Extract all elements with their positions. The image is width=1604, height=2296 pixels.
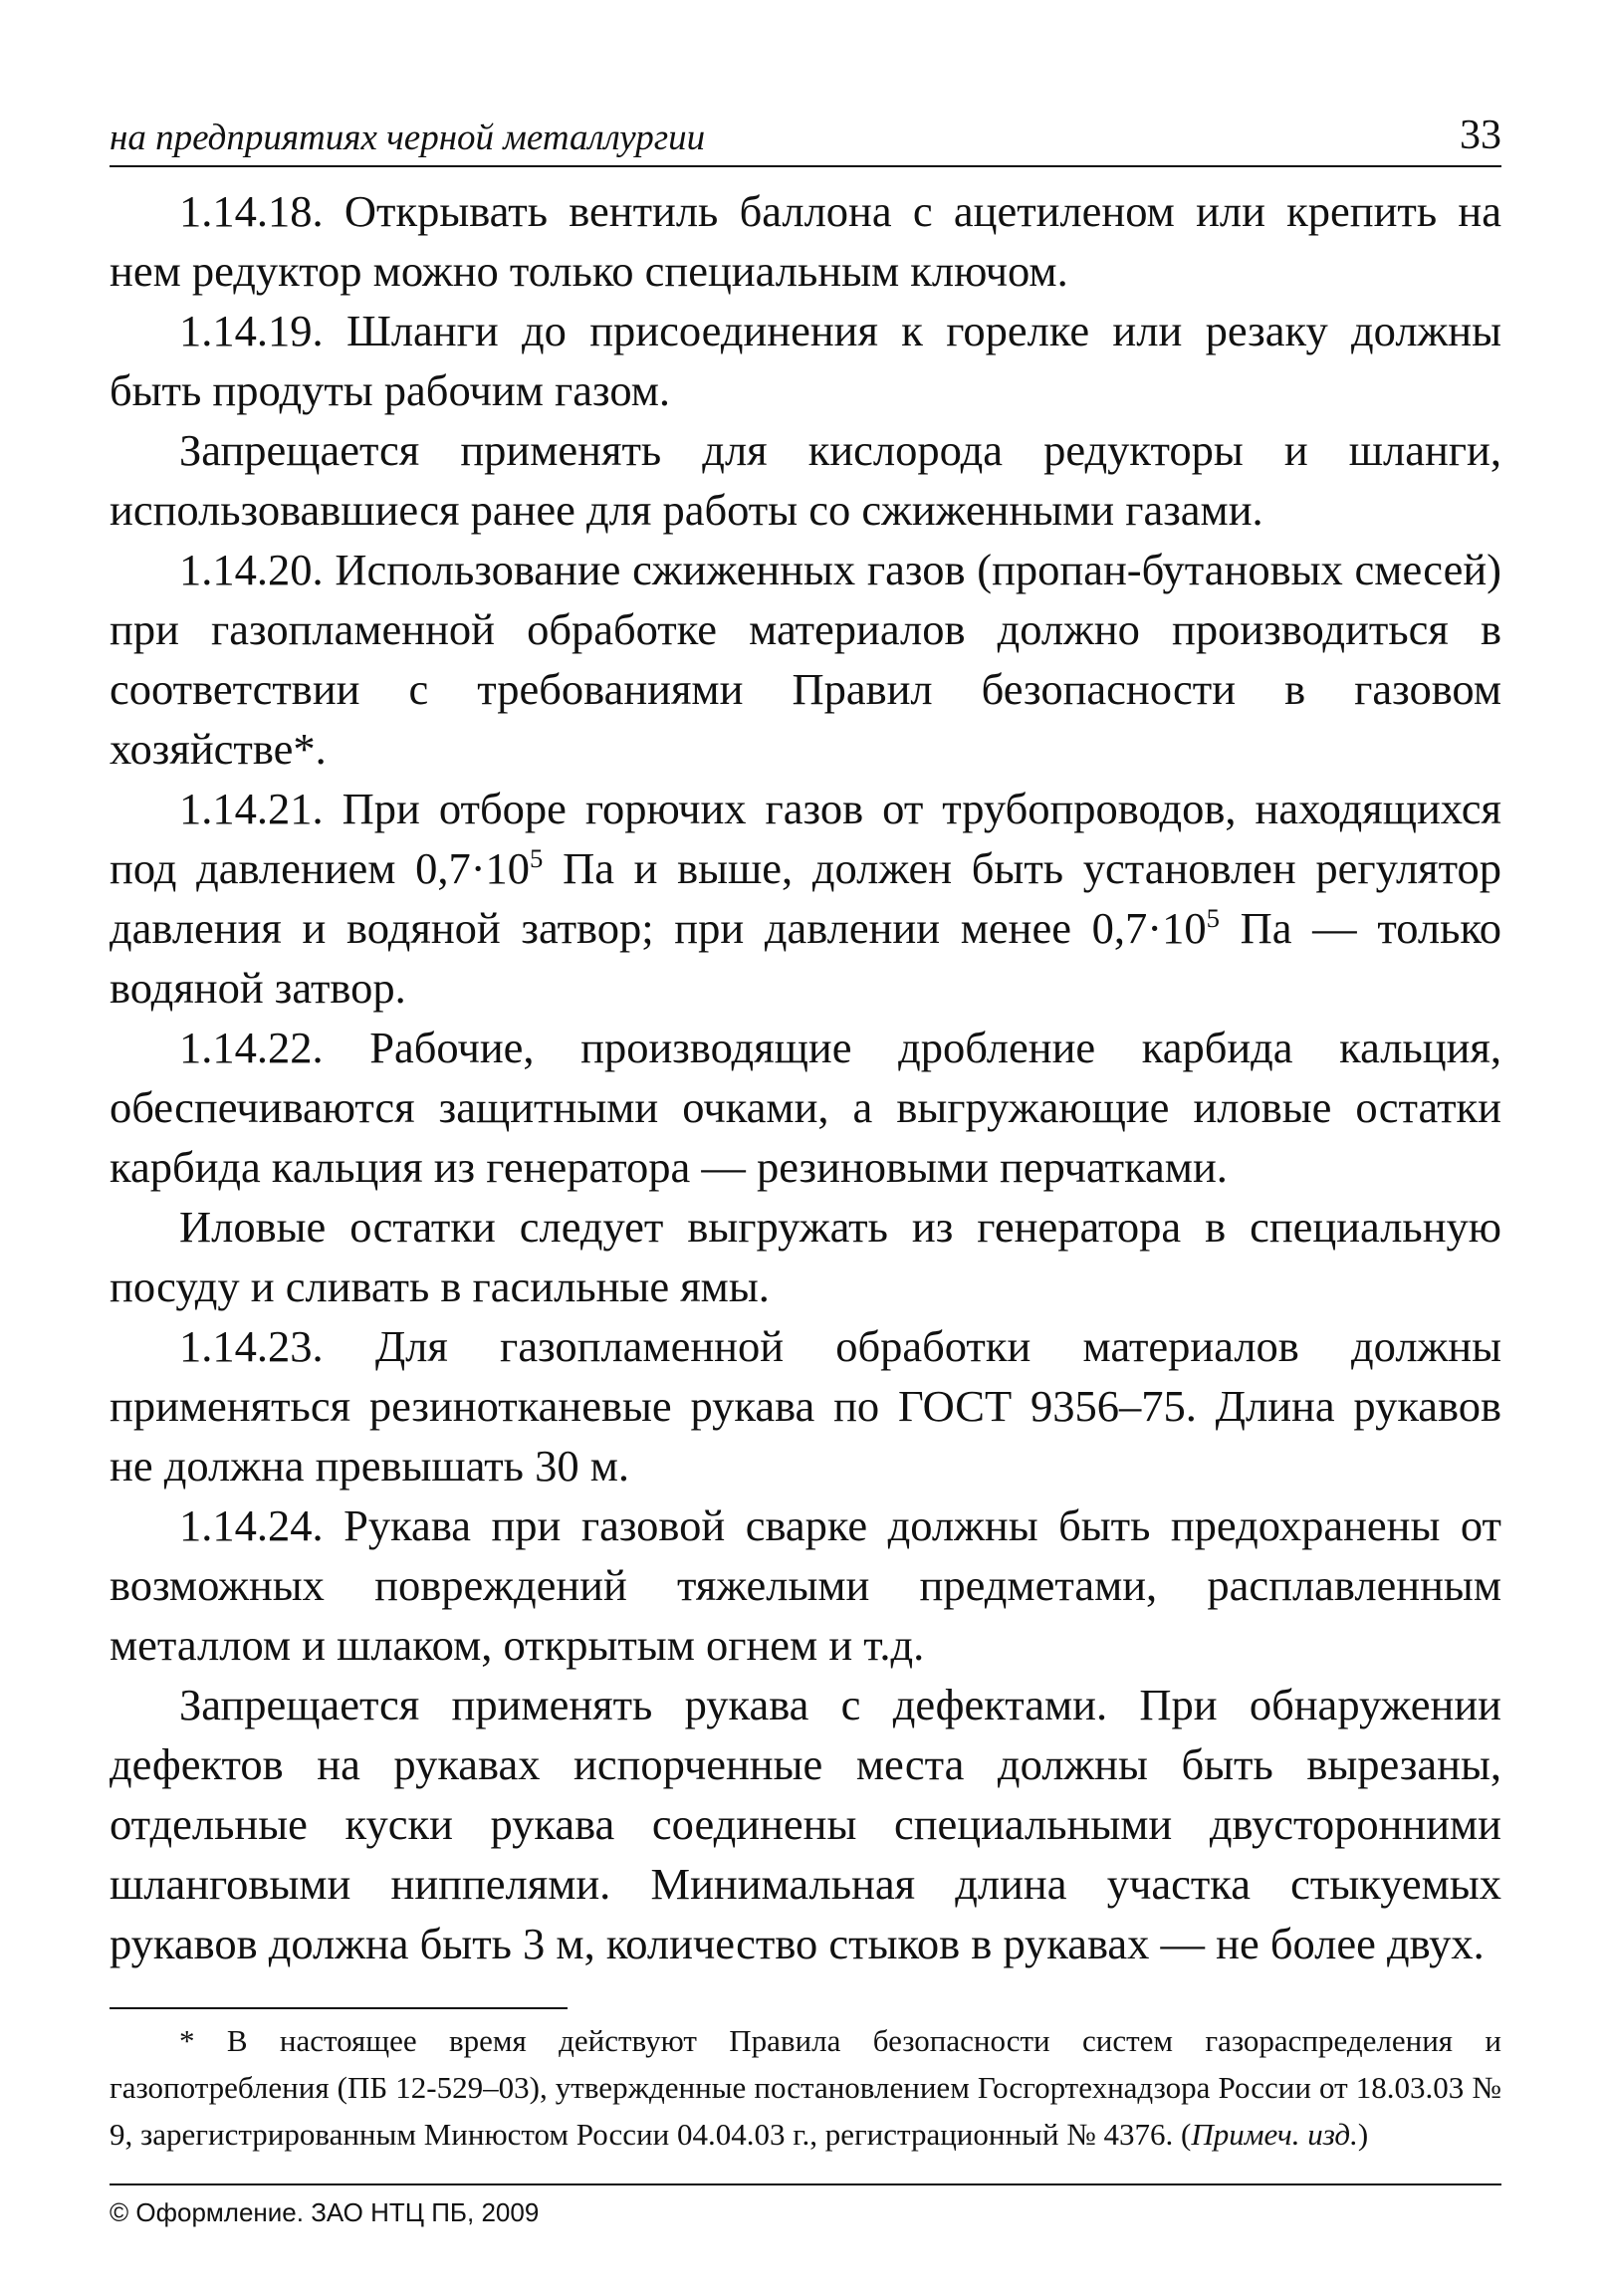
paragraph-1-14-18: 1.14.18. Открывать вентиль баллона с ацетиленом или крепить на нем редуктор можно только специальным ключом.	[110, 186, 1501, 296]
paragraph-sludge-residue: Иловые остатки следует выгружать из генератора в специальную посуду и сливать в гасильные ямы.	[110, 1202, 1501, 1311]
paragraph-1-14-24: 1.14.24. Рукава при газовой сварке должны быть предохранены от возможных повреждений тяжелыми предметами, расплавленным металлом и шлаком, открытым огнем и т.д.	[110, 1500, 1501, 1670]
footnote-divider	[110, 2007, 568, 2009]
footnote-text: * В настоящее время действуют Правила безопасности систем газораспределения и газопотребления (ПБ 12-529–03), утвержденные постановлением Госгортехнадзора России от 18.03.03 № 9, зарегистрированным Минюстом России 04.04.03 г., регистрационный № 4376. (	[110, 2023, 1501, 2152]
exponent-2: 5	[1206, 903, 1220, 934]
document-page	[110, 112, 1501, 2229]
paragraph-oxygen-prohibition: Запрещается применять для кислорода редукторы и шланги, использовавшиеся ранее для работы со сжиженными газами.	[110, 425, 1501, 535]
running-header	[110, 112, 1501, 167]
paragraph-1-14-21-part-2: Па и выше, должен быть установлен регулятор давления и водяной затвор; при давлении менее 0,7·10	[110, 843, 1502, 953]
footnote-editor-note: Примеч. изд.	[1191, 2117, 1358, 2152]
paragraph-1-14-21	[110, 779, 1501, 1018]
paragraph-1-14-20: 1.14.20. Использование сжиженных газов (пропан-бутановых смесей) при газопламенной обработке материалов должно производиться в соответствии с требованиями Правил безопасности в газовом хозяйстве*.	[110, 545, 1501, 774]
body-text	[110, 181, 1501, 1973]
footer-divider	[110, 2183, 1501, 2185]
running-title: на предприятиях черной металлургии	[110, 117, 706, 158]
footnote	[110, 2017, 1501, 2158]
paragraph-1-14-22: 1.14.22. Рабочие, производящие дробление карбида кальция, обеспечиваются защитными очками, а выгружающие иловые остатки карбида кальция из генератора — резиновыми перчатками.	[110, 1023, 1501, 1192]
paragraph-defective-hoses: Запрещается применять рукава с дефектами. При обнаружении дефектов на рукавах испорченные места должны быть вырезаны, отдельные куски рукава соединены специальными двусторонними шланговыми ниппелями. Минимальная длина участка стыкуемых рукавов должна быть 3 м, количество стыков в рукавах — не более двух.	[110, 1680, 1501, 1968]
footnote-close: )	[1357, 2117, 1369, 2152]
exponent-1: 5	[530, 843, 544, 874]
paragraph-1-14-19: 1.14.19. Шланги до присоединения к горелке или резаку должны быть продуты рабочим газом.	[110, 306, 1501, 415]
paragraph-1-14-23: 1.14.23. Для газопламенной обработки материалов должны применяться резинотканевые рукава по ГОСТ 9356–75. Длина рукавов не должна превышать 30 м.	[110, 1321, 1501, 1491]
paragraph-1-14-21-part-3: Па — только водяной затвор.	[110, 903, 1501, 1013]
page-number: 33	[1460, 113, 1501, 158]
copyright-notice: © Оформление. ЗАО НТЦ ПБ, 2009	[110, 2197, 540, 2227]
paragraph-1-14-21-part-1: 1.14.21. При отборе горючих газов от трубопроводов, находящихся под давлением 0,7·10	[110, 784, 1501, 893]
